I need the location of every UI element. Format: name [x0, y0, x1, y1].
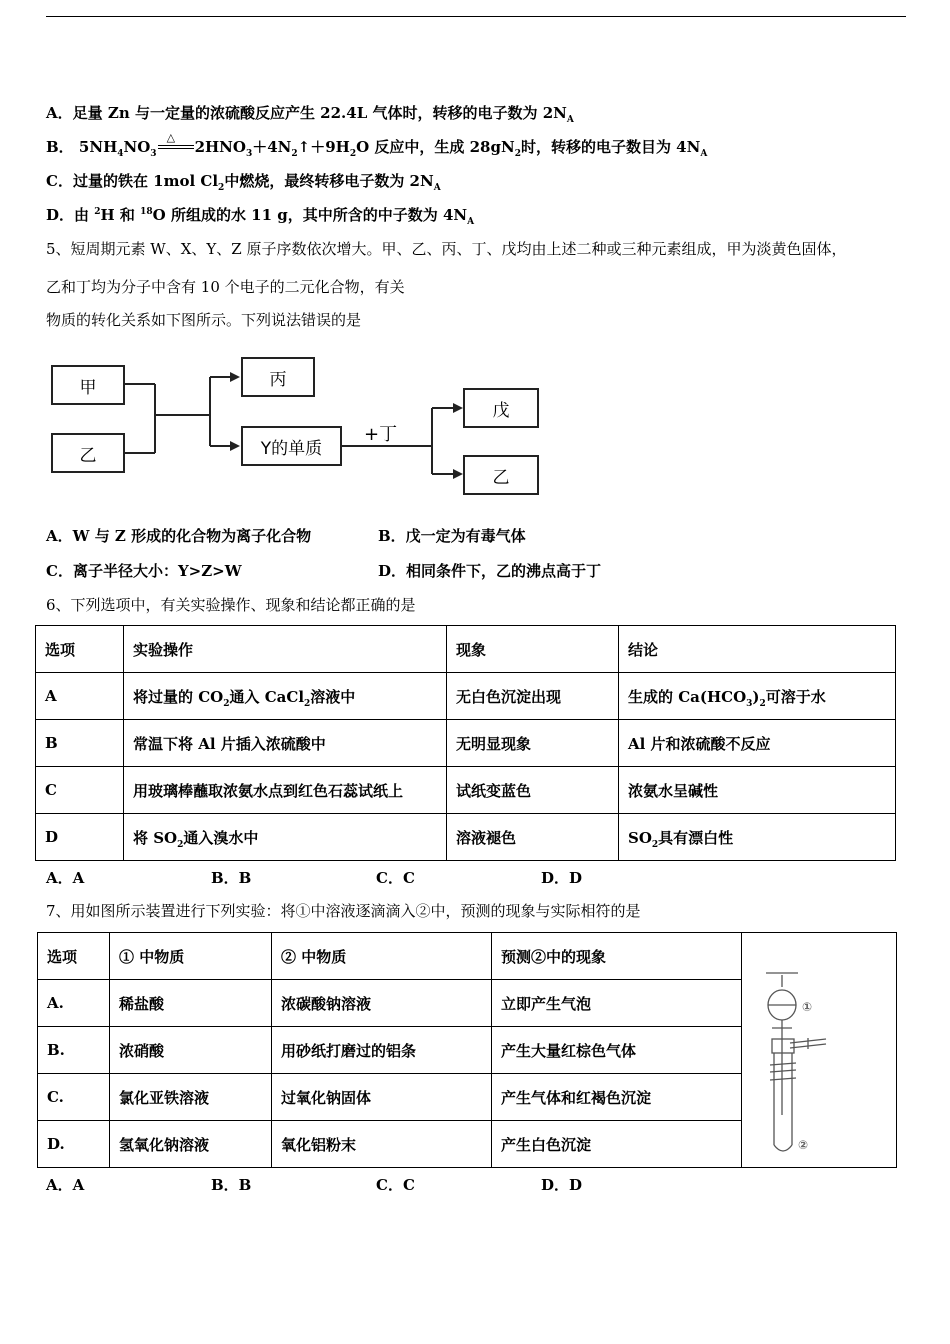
phenomenon-cell: 无明显现象: [447, 720, 619, 767]
table-header-row: [38, 933, 897, 980]
answer-d[interactable]: D．D: [541, 1176, 583, 1194]
substance1-cell: 氯化亚铁溶液: [110, 1074, 272, 1121]
conclusion-cell: 生成的 $Ca(HCO_3)_2$可溶于水: [619, 673, 896, 720]
option-cell: A: [36, 673, 124, 720]
apparatus-cell: [742, 933, 897, 1168]
phenomenon-cell: 试纸变蓝色: [447, 767, 619, 814]
answer-a[interactable]: A．A: [46, 1176, 85, 1194]
table-row: [36, 673, 896, 720]
operation-cell: 常温下将 Al 片插入浓硫酸中: [124, 720, 447, 767]
header-cell: 选项: [36, 626, 124, 673]
option-cell: A.: [38, 980, 110, 1027]
q4-option-a: A．足量 Zn 与一定量的浓硫酸反应产生 22.4L 气体时，转移的电子数为 $2N_A$: [46, 104, 574, 125]
q5-option-a: A．W 与 Z 形成的化合物为离子化合物: [46, 527, 312, 545]
operation-cell: 将 $SO_2$通入溴水中: [124, 814, 447, 861]
header-cell: 选项: [38, 933, 110, 980]
header-cell: 结论: [619, 626, 896, 673]
operation-cell: 用玻璃棒蘸取浓氨水点到红色石蕊试纸上: [124, 767, 447, 814]
q7-answer-choices: [46, 1175, 646, 1195]
option-cell: B: [36, 720, 124, 767]
q4-option-c: C．过量的铁在 1mol $Cl_2$中燃烧，最终转移电子数为 $2N_A$: [46, 172, 441, 193]
table-row: [36, 767, 896, 814]
q6-stem: 6、下列选项中，有关实验操作、现象和结论都正确的是: [46, 596, 416, 614]
q6-answer-choices: [46, 868, 646, 888]
answer-b[interactable]: B．B: [211, 869, 252, 887]
phenomenon-cell: 产生大量红棕色气体: [492, 1027, 742, 1074]
apparatus-label-1: ①: [802, 1000, 813, 1014]
header-cell: 实验操作: [124, 626, 447, 673]
q5-stem-line2: 乙和丁均为分子中含有 10 个电子的二元化合物，有关: [46, 278, 405, 296]
substance2-cell: 用砂纸打磨过的铝条: [272, 1027, 492, 1074]
q5-stem-line1: 5、短周期元素 W、X、Y、Z 原子序数依次增大。甲、乙、丙、丁、戊均由上述二种或三种元素组成，甲为淡黄色固体，: [46, 240, 847, 258]
phenomenon-cell: 产生白色沉淀: [492, 1121, 742, 1168]
substance2-cell: 过氧化钠固体: [272, 1074, 492, 1121]
table-row: [36, 814, 896, 861]
phenomenon-cell: 溶液褪色: [447, 814, 619, 861]
q6-table: [35, 625, 896, 861]
header-cell: 现象: [447, 626, 619, 673]
answer-c[interactable]: C．C: [376, 869, 415, 887]
box-wu: 戊: [463, 388, 539, 428]
q5-option-b: B．戊一定为有毒气体: [378, 527, 526, 545]
header-cell: ② 中物质: [272, 933, 492, 980]
table-header-row: [36, 626, 896, 673]
q5-option-d: D．相同条件下，乙的沸点高于丁: [378, 562, 602, 580]
option-cell: C.: [38, 1074, 110, 1121]
answer-a[interactable]: A．A: [46, 869, 85, 887]
substance2-cell: 氧化铝粉末: [272, 1121, 492, 1168]
diagram-lines: [0, 0, 950, 520]
q4-option-d: D．由 $^2$H 和 $^{18}$O 所组成的水 11 g，其中所含的中子数为 $4N_A$: [46, 206, 475, 227]
answer-d[interactable]: D．D: [541, 869, 583, 887]
table-row: [36, 720, 896, 767]
reaction-condition: △: [157, 137, 195, 157]
apparatus-label-2: ②: [798, 1138, 809, 1152]
option-cell: D: [36, 814, 124, 861]
substance2-cell: 浓碳酸钠溶液: [272, 980, 492, 1027]
box-yi-product: 乙: [463, 455, 539, 495]
conclusion-cell: $SO_2$具有漂白性: [619, 814, 896, 861]
answer-b[interactable]: B．B: [211, 1176, 252, 1194]
substance1-cell: 氢氧化钠溶液: [110, 1121, 272, 1168]
box-bing: 丙: [241, 357, 315, 397]
header-cell: 预测②中的现象: [492, 933, 742, 980]
option-cell: D.: [38, 1121, 110, 1168]
box-jia: 甲: [51, 365, 125, 405]
q7-table: [37, 932, 897, 1168]
box-yi: 乙: [51, 433, 125, 473]
q4-option-b: B． $5NH_4NO_3$ △ $2HNO_3+4N_2↑+9H_2O$ 反应中，生成 $28gN_2$时，转移的电子数目为 $4N_A$: [46, 131, 708, 159]
substance1-cell: 稀盐酸: [110, 980, 272, 1027]
phenomenon-cell: 无白色沉淀出现: [447, 673, 619, 720]
option-cell: B.: [38, 1027, 110, 1074]
phenomenon-cell: 立即产生气泡: [492, 980, 742, 1027]
q7-stem: 7、用如图所示装置进行下列实验：将①中溶液逐滴滴入②中，预测的现象与实际相符的是: [46, 902, 641, 920]
conclusion-cell: 浓氨水呈碱性: [619, 767, 896, 814]
conclusion-cell: Al 片和浓硫酸不反应: [619, 720, 896, 767]
q5-option-c: C．离子半径大小：Y>Z>W: [46, 562, 242, 580]
box-y-element: Y的单质: [241, 426, 342, 466]
apparatus-icon: [744, 935, 894, 1165]
header-cell: ① 中物质: [110, 933, 272, 980]
substance1-cell: 浓硝酸: [110, 1027, 272, 1074]
reagent-label: +丁: [364, 424, 398, 445]
phenomenon-cell: 产生气体和红褐色沉淀: [492, 1074, 742, 1121]
q5-stem-line3: 物质的转化关系如下图所示。下列说法错误的是: [46, 311, 362, 329]
option-cell: C: [36, 767, 124, 814]
answer-c[interactable]: C．C: [376, 1176, 415, 1194]
operation-cell: 将过量的 $CO_2$通入 CaCl$_2$溶液中: [124, 673, 447, 720]
